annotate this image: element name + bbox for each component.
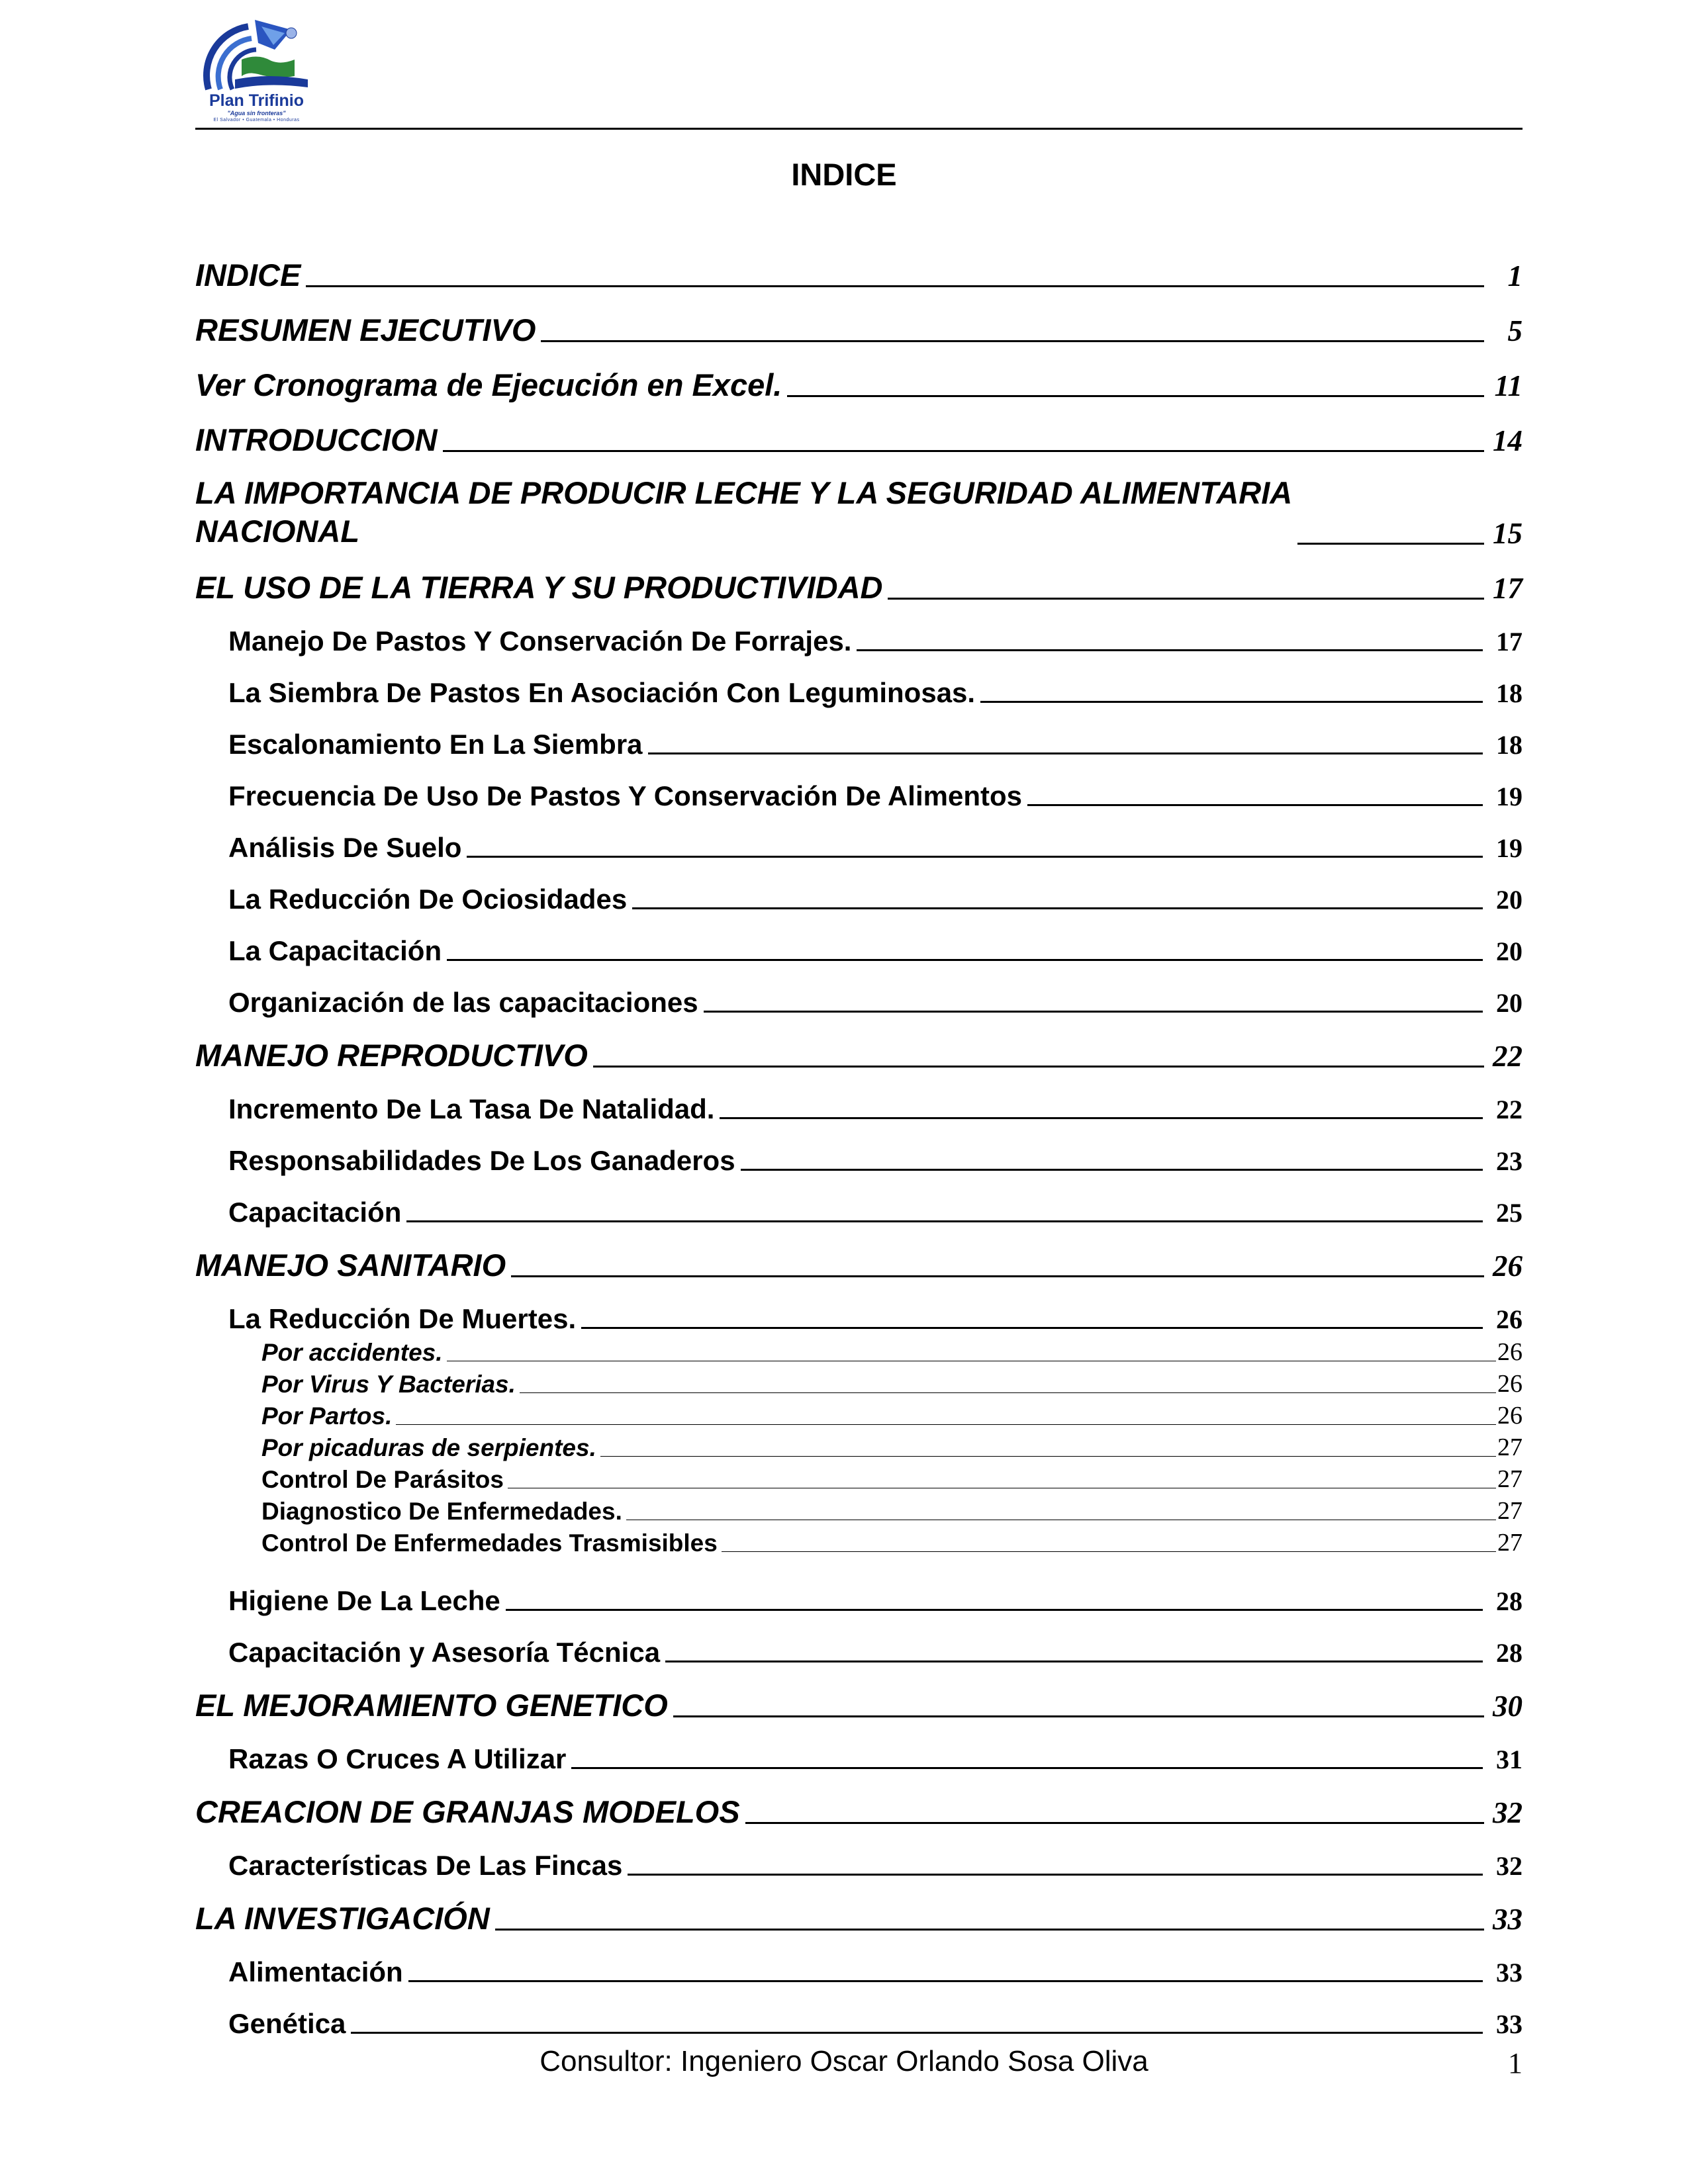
toc-entry-label: Manejo De Pastos Y Conservación De Forrajes. <box>228 625 852 657</box>
toc-entry-level-2[interactable] <box>195 864 1523 915</box>
toc-leader-line <box>467 856 1483 858</box>
toc-page-number: 32 <box>1496 1851 1523 1881</box>
toc-page-number: 27 <box>1497 1497 1523 1525</box>
toc-entry-level-2[interactable] <box>195 1830 1523 1882</box>
toc-entry-level-1[interactable] <box>195 458 1523 551</box>
toc-leader-line <box>541 340 1484 342</box>
toc-page-number: 15 <box>1493 517 1523 550</box>
toc-entry-label: Análisis De Suelo <box>228 832 462 863</box>
toc-leader-line <box>447 959 1483 961</box>
toc-entry-label: Por picaduras de serpientes. <box>261 1434 596 1461</box>
toc-entry-label: Ver Cronograma de Ejecución en Excel. <box>195 367 782 402</box>
toc-entry-level-2[interactable] <box>195 1283 1523 1335</box>
logo-name: Plan Trifinio <box>209 91 305 110</box>
toc-entry-label: Por Virus Y Bacterias. <box>261 1371 516 1398</box>
toc-entry-level-1[interactable] <box>195 1228 1523 1283</box>
toc-leader-line <box>665 1661 1483 1662</box>
toc-entry-label-line-2: NACIONAL <box>195 514 360 549</box>
toc-entry-label: MANEJO REPRODUCTIVO <box>195 1038 588 1073</box>
toc-entry-label: Genética <box>228 2008 346 2039</box>
toc-leader-line <box>581 1327 1483 1329</box>
toc-page-number: 27 <box>1497 1529 1523 1557</box>
toc-entry-level-1[interactable] <box>195 293 1523 348</box>
toc-entry-label: Alimentación <box>228 1956 403 1987</box>
toc-page-number: 27 <box>1497 1465 1523 1493</box>
toc-page-number: 23 <box>1496 1146 1523 1176</box>
table-of-contents <box>195 238 1523 2040</box>
toc-page-number: 20 <box>1496 936 1523 966</box>
toc-leader-line <box>888 598 1484 600</box>
toc-leader-line <box>571 1767 1483 1769</box>
toc-entry-level-1[interactable] <box>195 1882 1523 1936</box>
toc-entry-label: Capacitación <box>228 1197 402 1228</box>
toc-entry-label: Escalonamiento En La Siembra <box>228 729 643 760</box>
toc-page-number: 25 <box>1496 1198 1523 1228</box>
toc-entry-level-1[interactable] <box>195 238 1523 293</box>
toc-page-number: 18 <box>1496 730 1523 760</box>
toc-spacer <box>195 1557 1523 1565</box>
toc-entry-level-3[interactable] <box>195 1367 1523 1398</box>
toc-leader-line <box>396 1424 1496 1425</box>
toc-entry-level-3[interactable] <box>195 1462 1523 1494</box>
toc-entry-level-2[interactable] <box>195 1617 1523 1668</box>
toc-page-number: 26 <box>1496 1304 1523 1334</box>
toc-page-number: 5 <box>1507 314 1523 347</box>
toc-entry-label: La Capacitación <box>228 935 442 966</box>
toc-leader-line <box>506 1609 1483 1611</box>
toc-leader-line <box>628 1874 1483 1876</box>
toc-page-number: 26 <box>1497 1402 1523 1430</box>
toc-entry-label: Organización de las capacitaciones <box>228 987 698 1018</box>
toc-entry-label: Responsabilidades De Los Ganaderos <box>228 1145 735 1176</box>
toc-entry-level-1[interactable] <box>195 1668 1523 1723</box>
toc-leader-line <box>720 1117 1483 1119</box>
toc-page-number: 26 <box>1493 1250 1523 1283</box>
toc-leader-line <box>673 1715 1484 1717</box>
toc-entry-label: EL USO DE LA TIERRA Y SU PRODUCTIVIDAD <box>195 570 883 605</box>
toc-entry-label: RESUMEN EJECUTIVO <box>195 312 536 347</box>
toc-entry-level-2[interactable] <box>195 1988 1523 2040</box>
toc-entry-level-2[interactable] <box>195 1125 1523 1177</box>
logo-countries: El Salvador • Guatemala • Honduras <box>213 118 300 122</box>
toc-entry-level-3[interactable] <box>195 1335 1523 1367</box>
toc-page-number: 20 <box>1496 885 1523 915</box>
toc-entry-label: Diagnostico De Enfermedades. <box>261 1498 622 1525</box>
toc-entry-label: INTRODUCCION <box>195 422 438 457</box>
toc-page-number: 17 <box>1493 572 1523 605</box>
toc-page-number: 26 <box>1497 1370 1523 1398</box>
toc-entry-label: Frecuencia De Uso De Pastos Y Conservación De Alimentos <box>228 780 1022 811</box>
toc-entry-label <box>195 474 1292 551</box>
toc-page-number: 17 <box>1496 627 1523 657</box>
toc-entry-level-2[interactable] <box>195 606 1523 657</box>
toc-entry-label: MANEJO SANITARIO <box>195 1248 506 1283</box>
toc-leader-line <box>632 907 1483 909</box>
footer-page-number: 1 <box>1508 2047 1523 2079</box>
toc-entry-level-2[interactable] <box>195 967 1523 1019</box>
footer-consultant: Consultor: Ingeniero Oscar Orlando Sosa Oliva <box>539 2045 1149 2077</box>
toc-leader-line <box>1297 543 1484 545</box>
toc-entry-label: Características De Las Fincas <box>228 1850 623 1881</box>
toc-page-number: 18 <box>1496 678 1523 708</box>
toc-entry-label-line-1: LA IMPORTANCIA DE PRODUCIR LECHE Y LA SEGURIDAD ALIMENTARIA <box>195 475 1293 510</box>
toc-entry-level-2[interactable] <box>195 1073 1523 1125</box>
toc-leader-line <box>704 1011 1483 1013</box>
toc-entry-level-2[interactable] <box>195 709 1523 760</box>
toc-entry-label: La Siembra De Pastos En Asociación Con Leguminosas. <box>228 677 976 708</box>
toc-page-number: 19 <box>1496 782 1523 811</box>
toc-leader-line <box>495 1929 1484 1931</box>
toc-page-number: 20 <box>1496 988 1523 1018</box>
toc-leader-line <box>408 1980 1483 1982</box>
toc-entry-level-2[interactable] <box>195 1723 1523 1775</box>
toc-leader-line <box>980 701 1483 703</box>
toc-entry-level-2[interactable] <box>195 1936 1523 1988</box>
toc-entry-level-2[interactable] <box>195 760 1523 812</box>
toc-leader-line <box>443 450 1484 452</box>
toc-entry-label: Capacitación y Asesoría Técnica <box>228 1637 661 1668</box>
toc-entry-label: La Reducción De Muertes. <box>228 1303 577 1334</box>
toc-leader-line <box>520 1392 1496 1393</box>
toc-entry-label: LA INVESTIGACIÓN <box>195 1901 490 1936</box>
toc-page-number: 28 <box>1496 1638 1523 1668</box>
toc-entry-level-1[interactable] <box>195 348 1523 403</box>
toc-entry-level-1[interactable] <box>195 1775 1523 1830</box>
toc-page-number: 11 <box>1494 369 1523 402</box>
toc-leader-line <box>351 2032 1483 2034</box>
toc-entry-level-3[interactable] <box>195 1430 1523 1462</box>
toc-entry-label: CREACION DE GRANJAS MODELOS <box>195 1794 740 1829</box>
toc-entry-label: Control De Enfermedades Trasmisibles <box>261 1529 718 1557</box>
toc-leader-line <box>722 1551 1496 1552</box>
toc-entry-level-2[interactable] <box>195 915 1523 967</box>
toc-leader-line <box>593 1066 1484 1068</box>
toc-entry-label: La Reducción De Ociosidades <box>228 884 628 915</box>
toc-leader-line <box>741 1169 1483 1171</box>
toc-entry-level-3[interactable] <box>195 1494 1523 1525</box>
toc-leader-line <box>406 1220 1483 1222</box>
toc-leader-line <box>306 285 1484 287</box>
toc-page-number: 22 <box>1493 1040 1523 1073</box>
toc-page-number: 22 <box>1496 1095 1523 1124</box>
toc-entry-label: EL MEJORAMIENTO GENETICO <box>195 1688 668 1723</box>
toc-page-number: 33 <box>1496 1958 1523 1987</box>
toc-page-number: 14 <box>1493 424 1523 457</box>
toc-page-number: 32 <box>1493 1796 1523 1829</box>
toc-entry-label: Por accidentes. <box>261 1339 443 1366</box>
toc-page-number: 30 <box>1493 1690 1523 1723</box>
logo-emblem-icon <box>195 13 318 93</box>
toc-leader-line <box>857 649 1483 651</box>
toc-entry-label: Control De Parásitos <box>261 1466 504 1493</box>
toc-entry-level-2[interactable] <box>195 1177 1523 1228</box>
logo-tagline: "Agua sin fronteras" <box>227 110 286 116</box>
toc-leader-line <box>745 1822 1484 1824</box>
toc-entry-label: Razas O Cruces A Utilizar <box>228 1743 567 1774</box>
header-divider <box>195 128 1523 130</box>
toc-entry-level-2[interactable] <box>195 1565 1523 1617</box>
toc-entry-level-3[interactable] <box>195 1398 1523 1430</box>
toc-entry-level-2[interactable] <box>195 657 1523 709</box>
toc-leader-line <box>1027 804 1483 806</box>
toc-page-number: 33 <box>1496 2009 1523 2039</box>
plan-trifinio-logo <box>195 13 318 126</box>
toc-leader-line <box>511 1275 1484 1277</box>
toc-page-number: 33 <box>1493 1903 1523 1936</box>
toc-entry-level-2[interactable] <box>195 812 1523 864</box>
toc-page-number: 1 <box>1507 259 1523 293</box>
toc-page-number: 26 <box>1497 1338 1523 1366</box>
toc-entry-label: Por Partos. <box>261 1402 393 1430</box>
toc-leader-line <box>787 395 1484 397</box>
page-title: INDICE <box>791 157 897 192</box>
toc-entry-label: Higiene De La Leche <box>228 1585 500 1616</box>
toc-page-number: 31 <box>1496 1745 1523 1774</box>
toc-page-number: 28 <box>1496 1586 1523 1616</box>
toc-entry-level-1[interactable] <box>195 551 1523 606</box>
toc-entry-level-1[interactable] <box>195 1019 1523 1073</box>
toc-entry-label: Incremento De La Tasa De Natalidad. <box>228 1093 715 1124</box>
toc-entry-label: INDICE <box>195 257 301 293</box>
toc-entry-level-3[interactable] <box>195 1525 1523 1557</box>
toc-leader-line <box>600 1456 1496 1457</box>
toc-entry-level-1[interactable] <box>195 403 1523 458</box>
toc-page-number: 19 <box>1496 833 1523 863</box>
toc-page-number: 27 <box>1497 1433 1523 1461</box>
toc-leader-line <box>648 752 1483 754</box>
